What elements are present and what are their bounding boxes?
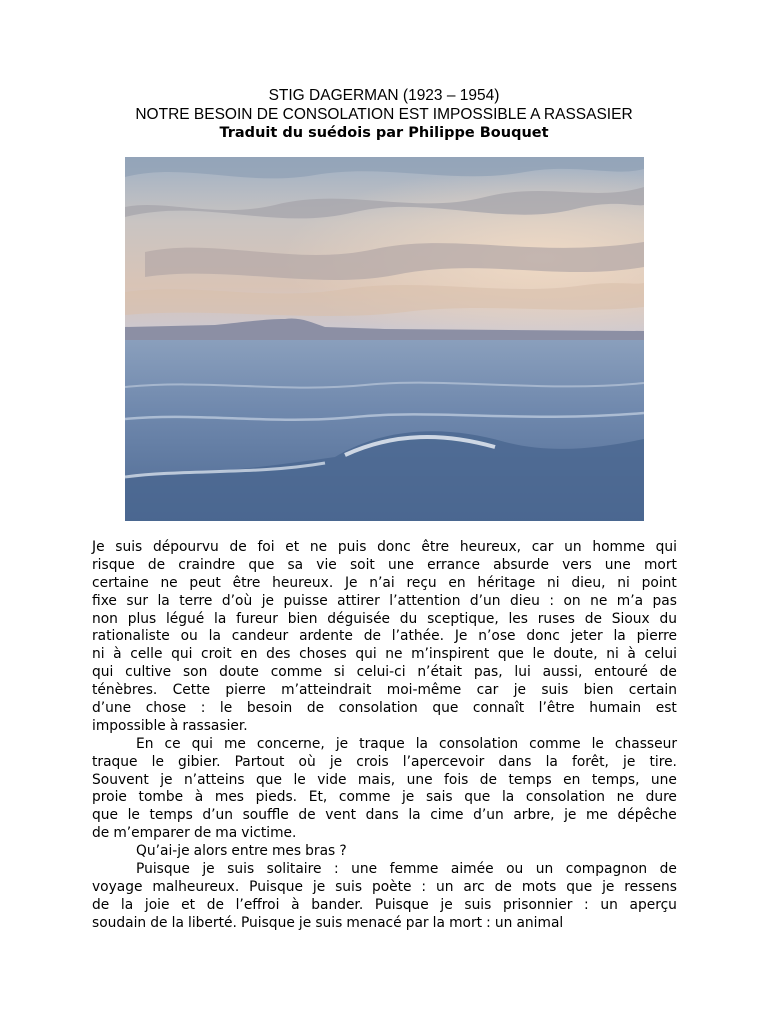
text-line: En ce qui me concerne, je traque la consolation comme le chasseur [136, 735, 677, 752]
text-line: Qu’ai-je alors entre mes bras ? [136, 843, 347, 860]
text-line: fixe sur la terre d’où je puisse attirer l’attention d’un dieu : on ne m’a pas [92, 592, 677, 609]
text-line: risque de craindre que sa vie soit une errance absurde vers une mort [92, 556, 677, 573]
translator-credit: Traduit du suédois par Philippe Bouquet [219, 125, 549, 141]
text-line: non plus légué la fureur bien déguisée du sceptique, les ruses de Sioux du [92, 610, 677, 627]
text-line: ténèbres. Cette pierre m’atteindrait moi-même car je suis bien certain [92, 682, 677, 699]
text-line: voyage malheureux. Puisque je suis poète : un arc de mots que je ressens [92, 878, 677, 895]
text-line: de la joie et de l’effroi à bander. Puisque je suis prisonnier : un aperçu [92, 896, 677, 913]
text-line: ni à celle qui croit en des choses qui ne m’inspirent que le doute, ni à celui [92, 646, 677, 663]
seascape-photo [125, 157, 644, 521]
text-line: d’une chose : le besoin de consolation que connaît l’être humain est [92, 700, 677, 717]
title-block [0, 86, 768, 143]
text-line: proie tombe à mes pieds. Et, comme je sais que la consolation ne dure [92, 789, 677, 806]
text-line: qui cultive son doute comme si celui-ci n’était pas, lui aussi, entouré de [92, 664, 677, 681]
text-line: Souvent je n’atteins que le vide mais, une fois de temps en temps, une [92, 771, 677, 788]
text-line: soudain de la liberté. Puisque je suis menacé par la mort : un animal [92, 914, 564, 931]
text-line: traque le gibier. Partout où je crois l’apercevoir dans la forêt, je tire. [92, 753, 677, 770]
text-line: Puisque je suis solitaire : une femme aimée ou un compagnon de [136, 861, 677, 878]
text-line: impossible à rassasier. [92, 717, 248, 734]
text-line: rationaliste ou la candeur ardente de l’athée. Je n’ose donc jeter la pierre [92, 628, 677, 645]
essay-body [92, 539, 677, 933]
author-heading: STIG DAGERMAN (1923 – 1954) [268, 87, 500, 104]
text-line: que le temps d’un souffle de vent dans la cime d’un arbre, je me dépêche [92, 807, 677, 824]
text-line: de m’emparer de ma victime. [92, 825, 297, 842]
essay-title: NOTRE BESOIN DE CONSOLATION EST IMPOSSIBLE A RASSASIER [135, 106, 633, 123]
text-line: certaine ne peut être heureux. Je n’ai reçu en héritage ni dieu, ni point [92, 574, 677, 591]
text-line: Je suis dépourvu de foi et ne puis donc être heureux, car un homme qui [92, 539, 677, 555]
